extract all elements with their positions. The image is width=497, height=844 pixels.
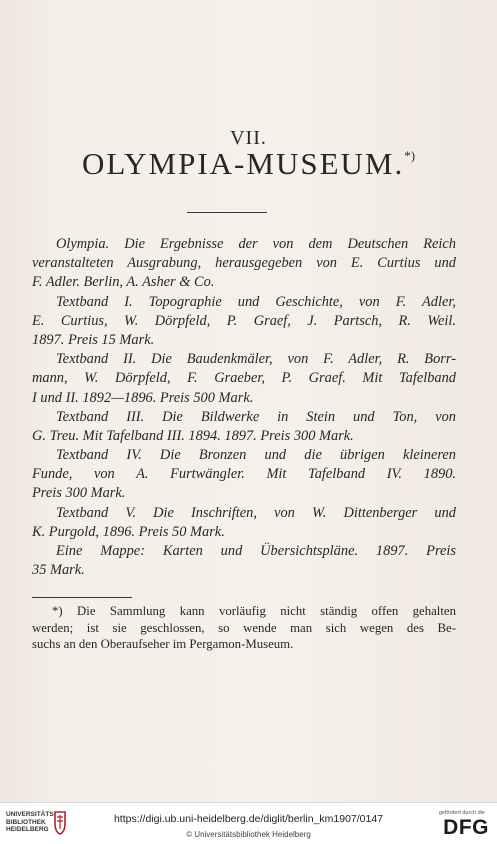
- page-title: [0, 146, 497, 182]
- body-line: E. Curtius, W. Dörpfeld, P. Graef, J. Partsch, R. Weil.: [32, 312, 456, 329]
- footnote-marker: *): [404, 148, 416, 163]
- viewer-footer: [0, 802, 497, 844]
- body-line: mann, W. Dörpfeld, F. Graeber, P. Graef. Mit Tafelband: [32, 370, 456, 387]
- logo-line: BIBLIOTHEK: [6, 818, 46, 826]
- section-number: VII.: [230, 127, 267, 149]
- body-line: G. Treu. Mit Tafelband III. 1894. 1897. Preis 300 Mark.: [32, 427, 354, 444]
- body-line: I und II. 1892—1896. Preis 500 Mark.: [32, 389, 254, 406]
- body-line: Olympia. Die Ergebnisse der von dem Deutschen Reich: [56, 236, 456, 252]
- body-line: Funde, von A. Furtwängler. Mit Tafelband IV. 1890.: [32, 466, 456, 483]
- footnote-line: werden; ist sie geschlossen, so wende man sich wegen des Be-: [32, 620, 456, 635]
- body-line: veranstalteten Ausgrabung, herausgegeben von E. Curtius und: [32, 255, 456, 272]
- body-line: Eine Mappe: Karten und Übersichtspläne. 1897. Preis: [56, 543, 456, 559]
- title-divider: [187, 212, 267, 213]
- title-text: OLYMPIA-MUSEUM.: [81, 146, 405, 181]
- copyright-notice: © Universitätsbibliothek Heidelberg: [186, 830, 311, 839]
- body-line: Textband IV. Die Bronzen und die übrigen kleineren: [56, 447, 456, 464]
- logo-line: UNIVERSITÄTS-: [6, 811, 56, 818]
- footnote-line: suchs an den Oberaufseher im Pergamon-Museum.: [32, 637, 294, 651]
- dfg-logo[interactable]: DFG: [443, 816, 489, 839]
- body-line: Textband III. Die Bildwerke in Stein und Ton, von: [56, 408, 456, 425]
- footnote-divider: [32, 597, 132, 598]
- body-line: 35 Mark.: [32, 562, 85, 579]
- body-line: Textband V. Die Inschriften, von W. Dittenberger und: [56, 504, 456, 521]
- body-line: K. Purgold, 1896. Preis 50 Mark.: [32, 523, 225, 540]
- body-line: Textband I. Topographie und Geschichte, von F. Adler,: [56, 293, 456, 310]
- body-line: F. Adler. Berlin, A. Asher & Co.: [32, 274, 215, 291]
- funder-note: gefördert durch die: [438, 810, 485, 816]
- permalink-url[interactable]: https://digi.ub.uni-heidelberg.de/diglit/berlin_km1907/0147: [113, 813, 384, 825]
- footnote-line: *) Die Sammlung kann vorläufig nicht ständig offen gehalten: [52, 604, 456, 618]
- catalogue-entry: [32, 235, 456, 580]
- body-line: 1897. Preis 15 Mark.: [32, 331, 155, 348]
- body-line: Preis 300 Mark.: [32, 485, 126, 502]
- body-line: Textband II. Die Baudenkmäler, von F. Adler, R. Borr-: [56, 351, 456, 368]
- footnote: [32, 603, 456, 653]
- logo-line: HEIDELBERG: [6, 826, 49, 833]
